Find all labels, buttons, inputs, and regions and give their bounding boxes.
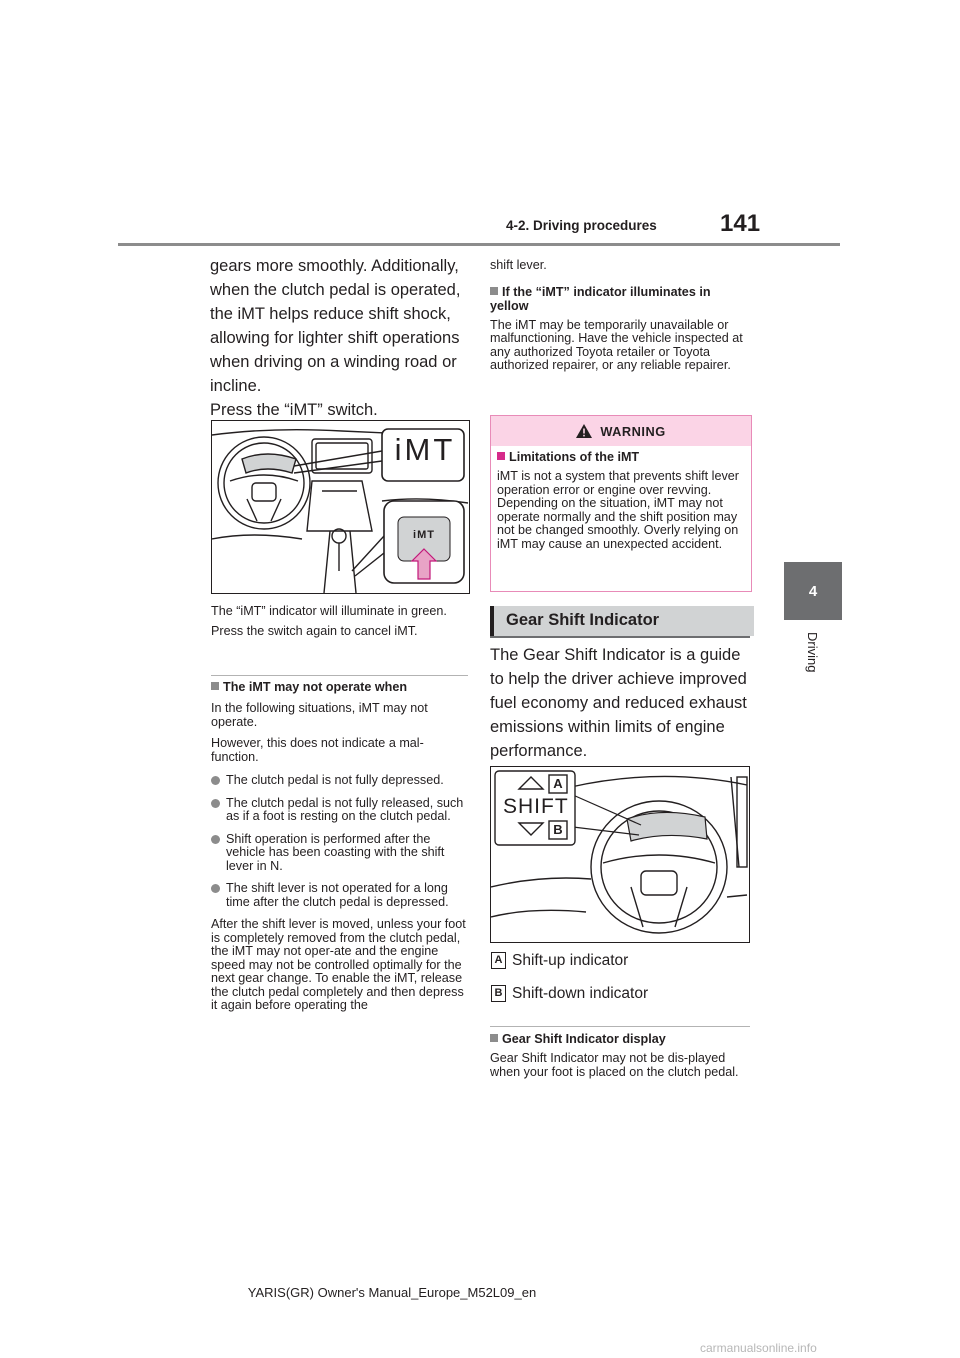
label-b: B xyxy=(553,822,563,837)
intro-line: when the clutch pedal is operated, xyxy=(210,281,461,299)
footer xyxy=(0,1285,960,1300)
header-divider xyxy=(118,243,840,246)
gear-shift-illustration xyxy=(490,766,750,943)
imt-not-operate-section xyxy=(211,680,469,1013)
paragraph: In the following situations, iMT may not operate. xyxy=(211,701,428,729)
warning-box xyxy=(490,415,752,592)
square-bullet-icon xyxy=(490,287,498,295)
square-bullet-icon xyxy=(490,1034,498,1042)
yellow-indicator-body: The iMT may be temporarily unavailable or malfunctioning. Have the vehicle inspected at any authorized Toyota retailer or Toyota authorized repairer, or any reliable repairer. xyxy=(490,317,743,372)
intro-line: the iMT helps reduce shift shock, xyxy=(210,305,451,323)
legend-shift-up xyxy=(491,952,628,970)
square-bullet-icon xyxy=(211,682,219,690)
list-item: Shift operation is performed after the vehicle has been coasting with the shift lever in N. xyxy=(211,833,469,874)
gear-shift-dashboard-drawing xyxy=(491,767,749,942)
label-a: A xyxy=(553,776,563,791)
intro-line: fuel economy and reduced exhaust xyxy=(490,694,747,712)
imt-not-operate-title xyxy=(211,680,469,694)
gear-shift-heading xyxy=(490,606,754,636)
imt-figure-caption: The “iMT” indicator will illuminate in green. Press the switch again to cancel iMT. xyxy=(211,604,447,638)
chapter-tab: 4 xyxy=(784,562,842,620)
shift-text: SHIFT xyxy=(503,795,569,818)
gear-display-section xyxy=(490,1032,752,1079)
right-column-top xyxy=(490,259,752,373)
section-divider xyxy=(490,1026,750,1027)
intro-text xyxy=(210,254,470,422)
intro-line: to help the driver achieve improved xyxy=(490,670,747,688)
warning-title-text: Limitations of the iMT xyxy=(509,450,640,464)
legend-shift-down xyxy=(491,985,648,1003)
legend-text: Shift-up indicator xyxy=(512,952,629,969)
manual-title: YARIS(GR) Owner's Manual_Europe_M52L09_en xyxy=(247,1285,537,1300)
intro-line: allowing for lighter shift operations xyxy=(210,329,460,347)
chapter-label xyxy=(800,632,826,692)
yellow-indicator-title-text: If the “iMT” indicator illuminates in yellow xyxy=(490,284,711,313)
imt-switch-illustration xyxy=(211,420,470,594)
imt-switch-label: iMT xyxy=(413,529,435,541)
condition-list xyxy=(211,774,469,909)
heading-underline xyxy=(490,636,750,638)
warning-triangle-icon xyxy=(576,424,592,438)
section-header: 4-2. Driving procedures xyxy=(506,218,657,233)
intro-line: The Gear Shift Indicator is a guide xyxy=(490,646,741,664)
list-item: The clutch pedal is not fully depressed. xyxy=(211,774,469,788)
page-number: 141 xyxy=(720,210,761,237)
intro-line: gears more smoothly. Additionally, xyxy=(210,257,459,275)
intro-line: when driving on a winding road or xyxy=(210,353,457,371)
press-switch-instruction: Press the “iMT” switch. xyxy=(210,401,378,419)
square-bullet-icon xyxy=(497,452,505,460)
list-item: The shift lever is not operated for a long time after the clutch pedal is depressed. xyxy=(211,882,469,909)
legend-text: Shift-down indicator xyxy=(512,985,649,1002)
imt-not-operate-title-text: The iMT may not operate when xyxy=(223,680,408,694)
chapter-label-text: Driving xyxy=(805,632,820,673)
warning-body xyxy=(497,450,747,551)
gear-shift-heading-text: Gear Shift Indicator xyxy=(506,611,660,629)
gear-shift-intro xyxy=(490,643,752,763)
intro-line: emissions within limits of engine xyxy=(490,718,725,736)
warning-header xyxy=(491,416,751,446)
legend-key: B xyxy=(491,985,506,1002)
legend-key: A xyxy=(491,952,506,969)
intro-line: incline. xyxy=(210,377,262,395)
gear-display-title-text: Gear Shift Indicator display xyxy=(502,1032,666,1046)
paragraph: However, this does not indicate a mal-function. xyxy=(211,736,424,764)
warning-title xyxy=(497,450,747,464)
section-divider xyxy=(211,675,468,676)
warning-label: WARNING xyxy=(600,423,666,439)
watermark: carmanualsonline.info xyxy=(700,1341,817,1355)
list-item: The clutch pedal is not fully released, such as if a foot is resting on the clutch pedal. xyxy=(211,797,469,824)
gear-display-title xyxy=(490,1032,752,1046)
yellow-indicator-title xyxy=(490,285,752,313)
continued-text: shift lever. xyxy=(490,258,547,272)
paragraph: After the shift lever is moved, unless your foot is completely removed from the clutch pedal, the iMT may not oper-ate and the engine speed may not be controlled optimally for the next gear change. To enable the iMT, release the clutch pedal completely and then depress it again before operating the xyxy=(211,917,466,1012)
intro-line: performance. xyxy=(490,742,588,760)
imt-large-label-text: iMT xyxy=(394,432,456,467)
warning-text: iMT is not a system that prevents shift lever operation error or engine over revving. Depending on the situation, iMT may not operate normally and the shift position may not be changed smoothly. Overly relying on iMT may cause an unexpected accident. xyxy=(497,469,739,551)
gear-display-body: Gear Shift Indicator may not be dis-played when your foot is placed on the clutch pedal. xyxy=(490,1051,739,1079)
